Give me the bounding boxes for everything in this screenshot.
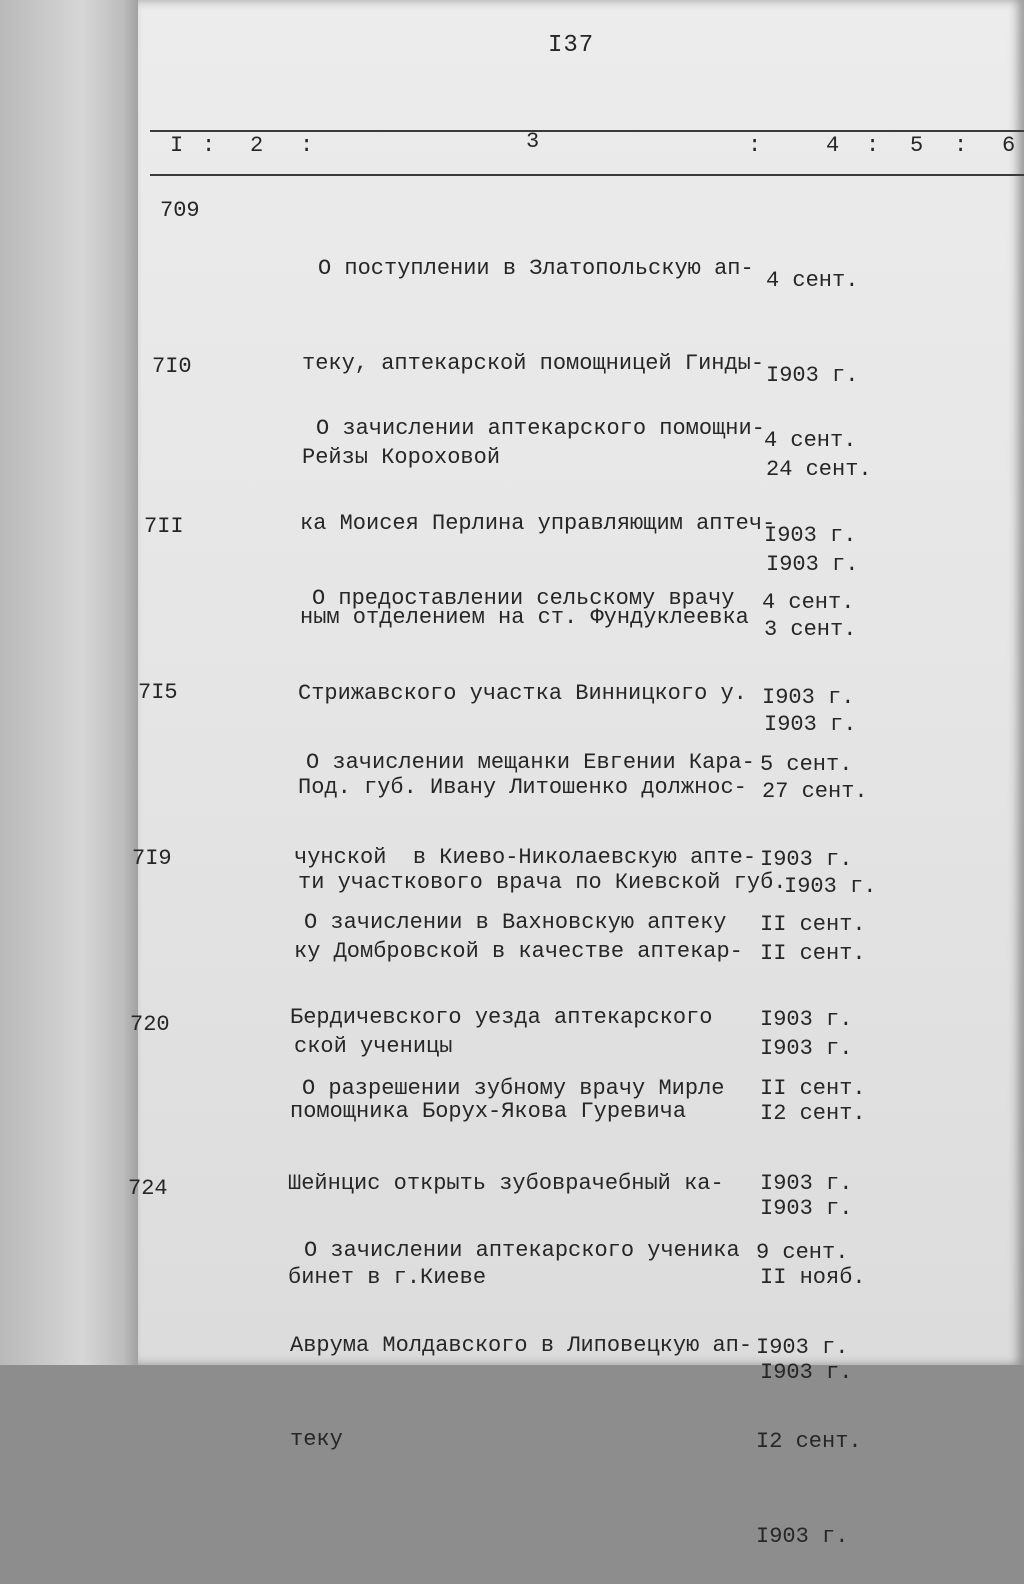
record-number: 7II (144, 514, 184, 539)
header-col-1: I (170, 133, 184, 158)
record-line: О зачислении мещанки Евгении Кара- (306, 750, 755, 775)
header-col-6: 6 (1002, 133, 1016, 158)
page-number: I37 (548, 32, 595, 59)
record-number: 709 (160, 198, 200, 223)
record-dates (756, 1174, 862, 1584)
year-start: I903 г. (764, 522, 857, 548)
year-start: I903 г. (762, 684, 855, 710)
year-start: I903 г. (760, 1006, 853, 1032)
date-end: 24 сент. (766, 457, 872, 482)
date-start: 9 сент. (756, 1240, 849, 1265)
year-end: I903 г. (760, 1035, 853, 1061)
header-separator: : (748, 133, 762, 158)
year-end: I903 г. (756, 1523, 849, 1549)
record-line: Рейзы Короховой (302, 445, 501, 470)
header-col-4: 4 (826, 133, 840, 158)
record-number: 7I9 (132, 846, 172, 871)
record-line: теку (290, 1427, 343, 1452)
year-end: I903 г. (764, 711, 857, 737)
facing-page-edge (0, 0, 150, 1365)
record-line: Стрижавского участка Винницкого у. (298, 680, 747, 706)
header-separator: : (300, 133, 314, 158)
date-end: II сент. (760, 941, 866, 966)
record-number: 7I5 (138, 680, 178, 705)
header-separator: : (866, 133, 880, 158)
year-end: I903 г. (766, 551, 859, 577)
date-end: 3 сент. (764, 617, 857, 642)
record-number: 7I0 (152, 354, 192, 379)
date-start: II сент. (760, 1076, 866, 1101)
date-start: 4 сент. (766, 268, 859, 293)
header-col-5: 5 (910, 133, 924, 158)
record-line: ка Моисея Перлина управляющим аптеч- (300, 510, 776, 536)
record-line: Бердичевского уезда аптекарского (290, 1004, 713, 1030)
record-line: О зачислении в Вахновскую аптеку (304, 910, 727, 935)
record-line: О поступлении в Златопольскую ап- (318, 256, 754, 281)
year-end: I903 г. (760, 1359, 853, 1385)
record-line: ным отделением на ст. Фундуклеевка (300, 605, 749, 630)
year-end: I903 г. (760, 1195, 853, 1221)
date-end: I2 сент. (760, 1101, 866, 1126)
header-separator: : (954, 133, 968, 158)
record-line: ку Домбровской в качестве аптекар- (294, 939, 743, 964)
record-line: теку, аптекарской помощницей Гинды- (302, 350, 765, 376)
record-line: ской ученицы (294, 1033, 453, 1059)
year-start: I903 г. (760, 1170, 853, 1196)
record-line: Под. губ. Ивану Литошенко должнос- (298, 775, 747, 800)
table-header (150, 129, 1024, 173)
year-start: I903 г. (760, 846, 853, 872)
date-start: 4 сент. (764, 428, 857, 453)
date-start: 4 сент. (762, 590, 855, 615)
record-number: 720 (130, 1012, 170, 1037)
header-col-3: 3 (526, 129, 540, 154)
record-line: чунской в Киево-Николаевскую апте- (294, 844, 757, 870)
record-line: ти участкового врача по Киевской губ. (298, 869, 787, 895)
record-line: бинет в г.Киеве (288, 1265, 487, 1290)
year-end: I903 г. (784, 873, 877, 899)
record-line: О зачислении аптекарского помощни- (316, 416, 765, 441)
header-separator: : (202, 133, 216, 158)
date-end: II нояб. (760, 1265, 866, 1290)
header-rule-top (150, 130, 1024, 132)
date-start: II сент. (760, 912, 866, 937)
record-line: О предоставлении сельскому врачу (312, 586, 735, 611)
record-number: 724 (128, 1176, 168, 1201)
record-line: О разрешении зубному врачу Мирле (302, 1076, 725, 1101)
record-line: помощника Борух-Якова Гуревича (290, 1099, 687, 1124)
record-description (290, 1172, 752, 1487)
year-start: I903 г. (756, 1334, 849, 1360)
header-col-2: 2 (250, 133, 264, 158)
date-start: 5 сент. (760, 752, 853, 777)
date-end: I2 сент. (756, 1429, 862, 1454)
header-rule-bottom (150, 174, 1024, 176)
record-line: О зачислении аптекарского ученика (304, 1238, 740, 1263)
year-start: I903 г. (766, 362, 859, 388)
record-line: Аврума Молдавского в Липовецкую ап- (290, 1332, 753, 1358)
date-end: 27 сент. (762, 779, 868, 804)
record-line: Шейнцис открыть зубоврачебный ка- (288, 1170, 724, 1196)
